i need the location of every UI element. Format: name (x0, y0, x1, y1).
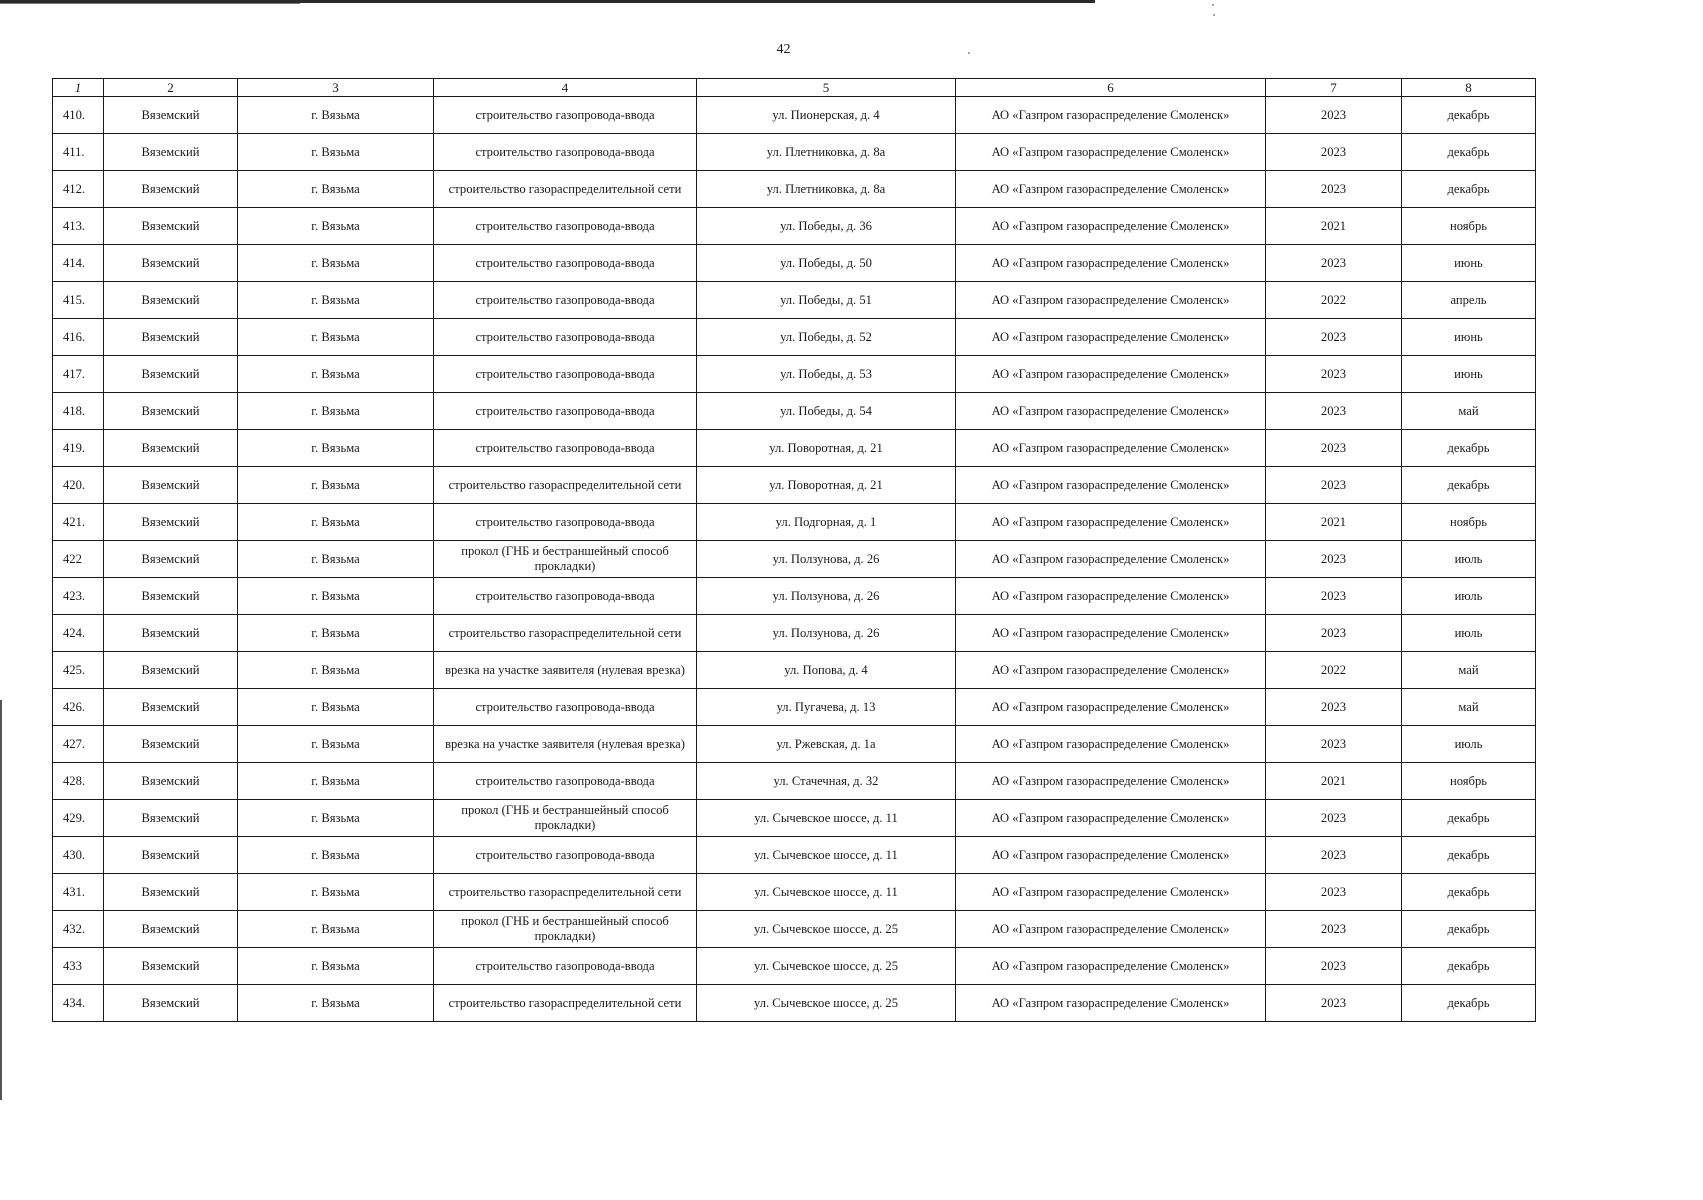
district-cell: Вяземский (104, 800, 238, 837)
table-row (53, 245, 1536, 282)
header-cell: 4 (434, 79, 697, 97)
row-number-cell: 410. (53, 97, 104, 134)
work-type-cell: прокол (ГНБ и бестраншейный способ прокладки) (434, 911, 697, 948)
year-cell: 2023 (1266, 985, 1402, 1022)
table-row (53, 578, 1536, 615)
organization-cell: АО «Газпром газораспределение Смоленск» (956, 282, 1266, 319)
address-cell: ул. Победы, д. 52 (697, 319, 956, 356)
month-cell: июль (1402, 541, 1536, 578)
year-cell: 2023 (1266, 430, 1402, 467)
table-row (53, 726, 1536, 763)
year-cell: 2021 (1266, 763, 1402, 800)
work-type-cell: строительство газопровода-ввода (434, 689, 697, 726)
district-cell: Вяземский (104, 245, 238, 282)
organization-cell: АО «Газпром газораспределение Смоленск» (956, 97, 1266, 134)
work-type-cell: строительство газопровода-ввода (434, 578, 697, 615)
work-type-cell: строительство газопровода-ввода (434, 97, 697, 134)
table-row (53, 874, 1536, 911)
month-cell: апрель (1402, 282, 1536, 319)
header-cell: 2 (104, 79, 238, 97)
address-cell: ул. Ползунова, д. 26 (697, 578, 956, 615)
locality-cell: г. Вязьма (238, 985, 434, 1022)
year-cell: 2021 (1266, 208, 1402, 245)
year-cell: 2023 (1266, 393, 1402, 430)
table-row (53, 763, 1536, 800)
table-row (53, 615, 1536, 652)
district-cell: Вяземский (104, 763, 238, 800)
work-type-cell: прокол (ГНБ и бестраншейный способ прокладки) (434, 541, 697, 578)
month-cell: ноябрь (1402, 504, 1536, 541)
locality-cell: г. Вязьма (238, 319, 434, 356)
address-cell: ул. Победы, д. 54 (697, 393, 956, 430)
row-number-cell: 425. (53, 652, 104, 689)
organization-cell: АО «Газпром газораспределение Смоленск» (956, 134, 1266, 171)
address-cell: ул. Сычевское шоссе, д. 25 (697, 911, 956, 948)
district-cell: Вяземский (104, 837, 238, 874)
month-cell: декабрь (1402, 467, 1536, 504)
row-number-cell: 426. (53, 689, 104, 726)
header-cell: 3 (238, 79, 434, 97)
month-cell: июль (1402, 615, 1536, 652)
table-row (53, 319, 1536, 356)
work-type-cell: врезка на участке заявителя (нулевая врезка) (434, 652, 697, 689)
work-type-cell: строительство газораспределительной сети (434, 171, 697, 208)
work-type-cell: строительство газопровода-ввода (434, 319, 697, 356)
work-type-cell: врезка на участке заявителя (нулевая врезка) (434, 726, 697, 763)
year-cell: 2023 (1266, 245, 1402, 282)
month-cell: декабрь (1402, 134, 1536, 171)
year-cell: 2023 (1266, 97, 1402, 134)
address-cell: ул. Сычевское шоссе, д. 11 (697, 837, 956, 874)
header-cell: 6 (956, 79, 1266, 97)
month-cell: ноябрь (1402, 208, 1536, 245)
district-cell: Вяземский (104, 134, 238, 171)
table-row (53, 911, 1536, 948)
address-cell: ул. Ползунова, д. 26 (697, 541, 956, 578)
header-cell: 8 (1402, 79, 1536, 97)
year-cell: 2022 (1266, 652, 1402, 689)
year-cell: 2023 (1266, 615, 1402, 652)
locality-cell: г. Вязьма (238, 541, 434, 578)
work-type-cell: строительство газопровода-ввода (434, 245, 697, 282)
district-cell: Вяземский (104, 726, 238, 763)
work-type-cell: строительство газопровода-ввода (434, 356, 697, 393)
district-cell: Вяземский (104, 985, 238, 1022)
month-cell: декабрь (1402, 874, 1536, 911)
month-cell: декабрь (1402, 97, 1536, 134)
work-type-cell: строительство газораспределительной сети (434, 467, 697, 504)
year-cell: 2023 (1266, 948, 1402, 985)
address-cell: ул. Плетниковка, д. 8а (697, 171, 956, 208)
locality-cell: г. Вязьма (238, 356, 434, 393)
table-row (53, 689, 1536, 726)
locality-cell: г. Вязьма (238, 134, 434, 171)
month-cell: декабрь (1402, 800, 1536, 837)
year-cell: 2023 (1266, 171, 1402, 208)
row-number-cell: 432. (53, 911, 104, 948)
work-type-cell: строительство газопровода-ввода (434, 504, 697, 541)
year-cell: 2023 (1266, 689, 1402, 726)
table-row (53, 948, 1536, 985)
address-cell: ул. Сычевское шоссе, д. 25 (697, 948, 956, 985)
row-number-cell: 424. (53, 615, 104, 652)
scan-border-top-thin (0, 3, 300, 4)
table-row (53, 356, 1536, 393)
table-row (53, 541, 1536, 578)
header-cell: 5 (697, 79, 956, 97)
month-cell: май (1402, 652, 1536, 689)
year-cell: 2023 (1266, 800, 1402, 837)
work-type-cell: строительство газопровода-ввода (434, 134, 697, 171)
table-row (53, 208, 1536, 245)
month-cell: декабрь (1402, 911, 1536, 948)
organization-cell: АО «Газпром газораспределение Смоленск» (956, 763, 1266, 800)
scan-speck (1212, 4, 1214, 6)
scan-speck (1213, 14, 1215, 16)
locality-cell: г. Вязьма (238, 208, 434, 245)
organization-cell: АО «Газпром газораспределение Смоленск» (956, 504, 1266, 541)
address-cell: ул. Пугачева, д. 13 (697, 689, 956, 726)
row-number-cell: 428. (53, 763, 104, 800)
district-cell: Вяземский (104, 689, 238, 726)
work-type-cell: строительство газораспределительной сети (434, 874, 697, 911)
row-number-cell: 433 (53, 948, 104, 985)
row-number-cell: 415. (53, 282, 104, 319)
month-cell: ноябрь (1402, 763, 1536, 800)
organization-cell: АО «Газпром газораспределение Смоленск» (956, 578, 1266, 615)
row-number-cell: 417. (53, 356, 104, 393)
row-number-cell: 418. (53, 393, 104, 430)
scan-border-left (0, 700, 2, 1100)
organization-cell: АО «Газпром газораспределение Смоленск» (956, 356, 1266, 393)
address-cell: ул. Ползунова, д. 26 (697, 615, 956, 652)
district-cell: Вяземский (104, 652, 238, 689)
district-cell: Вяземский (104, 948, 238, 985)
table-row (53, 171, 1536, 208)
month-cell: декабрь (1402, 948, 1536, 985)
locality-cell: г. Вязьма (238, 245, 434, 282)
table-row (53, 467, 1536, 504)
work-type-cell: строительство газораспределительной сети (434, 615, 697, 652)
year-cell: 2022 (1266, 282, 1402, 319)
row-number-cell: 414. (53, 245, 104, 282)
locality-cell: г. Вязьма (238, 800, 434, 837)
address-cell: ул. Сычевское шоссе, д. 11 (697, 874, 956, 911)
organization-cell: АО «Газпром газораспределение Смоленск» (956, 430, 1266, 467)
year-cell: 2023 (1266, 356, 1402, 393)
row-number-cell: 416. (53, 319, 104, 356)
locality-cell: г. Вязьма (238, 615, 434, 652)
address-cell: ул. Поворотная, д. 21 (697, 430, 956, 467)
locality-cell: г. Вязьма (238, 282, 434, 319)
table-row (53, 393, 1536, 430)
work-type-cell: строительство газопровода-ввода (434, 948, 697, 985)
locality-cell: г. Вязьма (238, 689, 434, 726)
locality-cell: г. Вязьма (238, 171, 434, 208)
page-number: 42 (776, 42, 791, 57)
district-cell: Вяземский (104, 911, 238, 948)
row-number-cell: 412. (53, 171, 104, 208)
month-cell: декабрь (1402, 837, 1536, 874)
row-number-cell: 419. (53, 430, 104, 467)
organization-cell: АО «Газпром газораспределение Смоленск» (956, 689, 1266, 726)
row-number-cell: 429. (53, 800, 104, 837)
month-cell: декабрь (1402, 171, 1536, 208)
row-number-cell: 420. (53, 467, 104, 504)
locality-cell: г. Вязьма (238, 578, 434, 615)
district-cell: Вяземский (104, 208, 238, 245)
district-cell: Вяземский (104, 874, 238, 911)
table-row (53, 837, 1536, 874)
row-number-cell: 434. (53, 985, 104, 1022)
work-type-cell: строительство газопровода-ввода (434, 208, 697, 245)
locality-cell: г. Вязьма (238, 504, 434, 541)
address-cell: ул. Попова, д. 4 (697, 652, 956, 689)
address-cell: ул. Сычевское шоссе, д. 11 (697, 800, 956, 837)
row-number-cell: 431. (53, 874, 104, 911)
table-header-row (53, 79, 1536, 97)
locality-cell: г. Вязьма (238, 726, 434, 763)
table-row (53, 800, 1536, 837)
work-type-cell: строительство газопровода-ввода (434, 393, 697, 430)
organization-cell: АО «Газпром газораспределение Смоленск» (956, 652, 1266, 689)
organization-cell: АО «Газпром газораспределение Смоленск» (956, 467, 1266, 504)
table-body (53, 79, 1536, 1022)
table-row (53, 97, 1536, 134)
month-cell: декабрь (1402, 985, 1536, 1022)
month-cell: июль (1402, 726, 1536, 763)
table-row (53, 504, 1536, 541)
address-cell: ул. Пионерская, д. 4 (697, 97, 956, 134)
organization-cell: АО «Газпром газораспределение Смоленск» (956, 985, 1266, 1022)
locality-cell: г. Вязьма (238, 911, 434, 948)
district-cell: Вяземский (104, 541, 238, 578)
year-cell: 2023 (1266, 874, 1402, 911)
year-cell: 2023 (1266, 578, 1402, 615)
locality-cell: г. Вязьма (238, 467, 434, 504)
month-cell: июнь (1402, 356, 1536, 393)
organization-cell: АО «Газпром газораспределение Смоленск» (956, 319, 1266, 356)
month-cell: май (1402, 689, 1536, 726)
organization-cell: АО «Газпром газораспределение Смоленск» (956, 245, 1266, 282)
address-cell: ул. Победы, д. 36 (697, 208, 956, 245)
locality-cell: г. Вязьма (238, 652, 434, 689)
organization-cell: АО «Газпром газораспределение Смоленск» (956, 948, 1266, 985)
locality-cell: г. Вязьма (238, 948, 434, 985)
district-cell: Вяземский (104, 171, 238, 208)
address-cell: ул. Сычевское шоссе, д. 25 (697, 985, 956, 1022)
row-number-cell: 422 (53, 541, 104, 578)
address-cell: ул. Победы, д. 50 (697, 245, 956, 282)
year-cell: 2023 (1266, 319, 1402, 356)
month-cell: май (1402, 393, 1536, 430)
locality-cell: г. Вязьма (238, 97, 434, 134)
header-cell: 1 (53, 79, 104, 97)
year-cell: 2023 (1266, 726, 1402, 763)
organization-cell: АО «Газпром газораспределение Смоленск» (956, 541, 1266, 578)
locality-cell: г. Вязьма (238, 837, 434, 874)
row-number-cell: 430. (53, 837, 104, 874)
address-cell: ул. Подгорная, д. 1 (697, 504, 956, 541)
work-type-cell: строительство газопровода-ввода (434, 837, 697, 874)
data-table (52, 78, 1536, 1022)
address-cell: ул. Ржевская, д. 1а (697, 726, 956, 763)
address-cell: ул. Победы, д. 53 (697, 356, 956, 393)
table-row (53, 985, 1536, 1022)
address-cell: ул. Поворотная, д. 21 (697, 467, 956, 504)
row-number-cell: 423. (53, 578, 104, 615)
row-number-cell: 427. (53, 726, 104, 763)
work-type-cell: строительство газопровода-ввода (434, 430, 697, 467)
organization-cell: АО «Газпром газораспределение Смоленск» (956, 800, 1266, 837)
work-type-cell: прокол (ГНБ и бестраншейный способ прокладки) (434, 800, 697, 837)
locality-cell: г. Вязьма (238, 430, 434, 467)
district-cell: Вяземский (104, 319, 238, 356)
organization-cell: АО «Газпром газораспределение Смоленск» (956, 837, 1266, 874)
year-cell: 2023 (1266, 541, 1402, 578)
organization-cell: АО «Газпром газораспределение Смоленск» (956, 171, 1266, 208)
work-type-cell: строительство газопровода-ввода (434, 763, 697, 800)
table-row (53, 134, 1536, 171)
row-number-cell: 421. (53, 504, 104, 541)
year-cell: 2023 (1266, 837, 1402, 874)
work-type-cell: строительство газопровода-ввода (434, 282, 697, 319)
district-cell: Вяземский (104, 282, 238, 319)
district-cell: Вяземский (104, 97, 238, 134)
district-cell: Вяземский (104, 430, 238, 467)
month-cell: июнь (1402, 319, 1536, 356)
table-row (53, 430, 1536, 467)
row-number-cell: 413. (53, 208, 104, 245)
locality-cell: г. Вязьма (238, 763, 434, 800)
table-row (53, 282, 1536, 319)
year-cell: 2023 (1266, 467, 1402, 504)
month-cell: июль (1402, 578, 1536, 615)
address-cell: ул. Плетниковка, д. 8а (697, 134, 956, 171)
organization-cell: АО «Газпром газораспределение Смоленск» (956, 911, 1266, 948)
address-cell: ул. Победы, д. 51 (697, 282, 956, 319)
header-cell: 7 (1266, 79, 1402, 97)
year-cell: 2023 (1266, 134, 1402, 171)
work-type-cell: строительство газораспределительной сети (434, 985, 697, 1022)
organization-cell: АО «Газпром газораспределение Смоленск» (956, 874, 1266, 911)
district-cell: Вяземский (104, 504, 238, 541)
district-cell: Вяземский (104, 578, 238, 615)
organization-cell: АО «Газпром газораспределение Смоленск» (956, 726, 1266, 763)
district-cell: Вяземский (104, 467, 238, 504)
row-number-cell: 411. (53, 134, 104, 171)
locality-cell: г. Вязьма (238, 393, 434, 430)
locality-cell: г. Вязьма (238, 874, 434, 911)
address-cell: ул. Стачечная, д. 32 (697, 763, 956, 800)
organization-cell: АО «Газпром газораспределение Смоленск» (956, 208, 1266, 245)
table-row (53, 652, 1536, 689)
year-cell: 2021 (1266, 504, 1402, 541)
month-cell: июнь (1402, 245, 1536, 282)
month-cell: декабрь (1402, 430, 1536, 467)
year-cell: 2023 (1266, 911, 1402, 948)
organization-cell: АО «Газпром газораспределение Смоленск» (956, 615, 1266, 652)
district-cell: Вяземский (104, 615, 238, 652)
district-cell: Вяземский (104, 393, 238, 430)
organization-cell: АО «Газпром газораспределение Смоленск» (956, 393, 1266, 430)
district-cell: Вяземский (104, 356, 238, 393)
